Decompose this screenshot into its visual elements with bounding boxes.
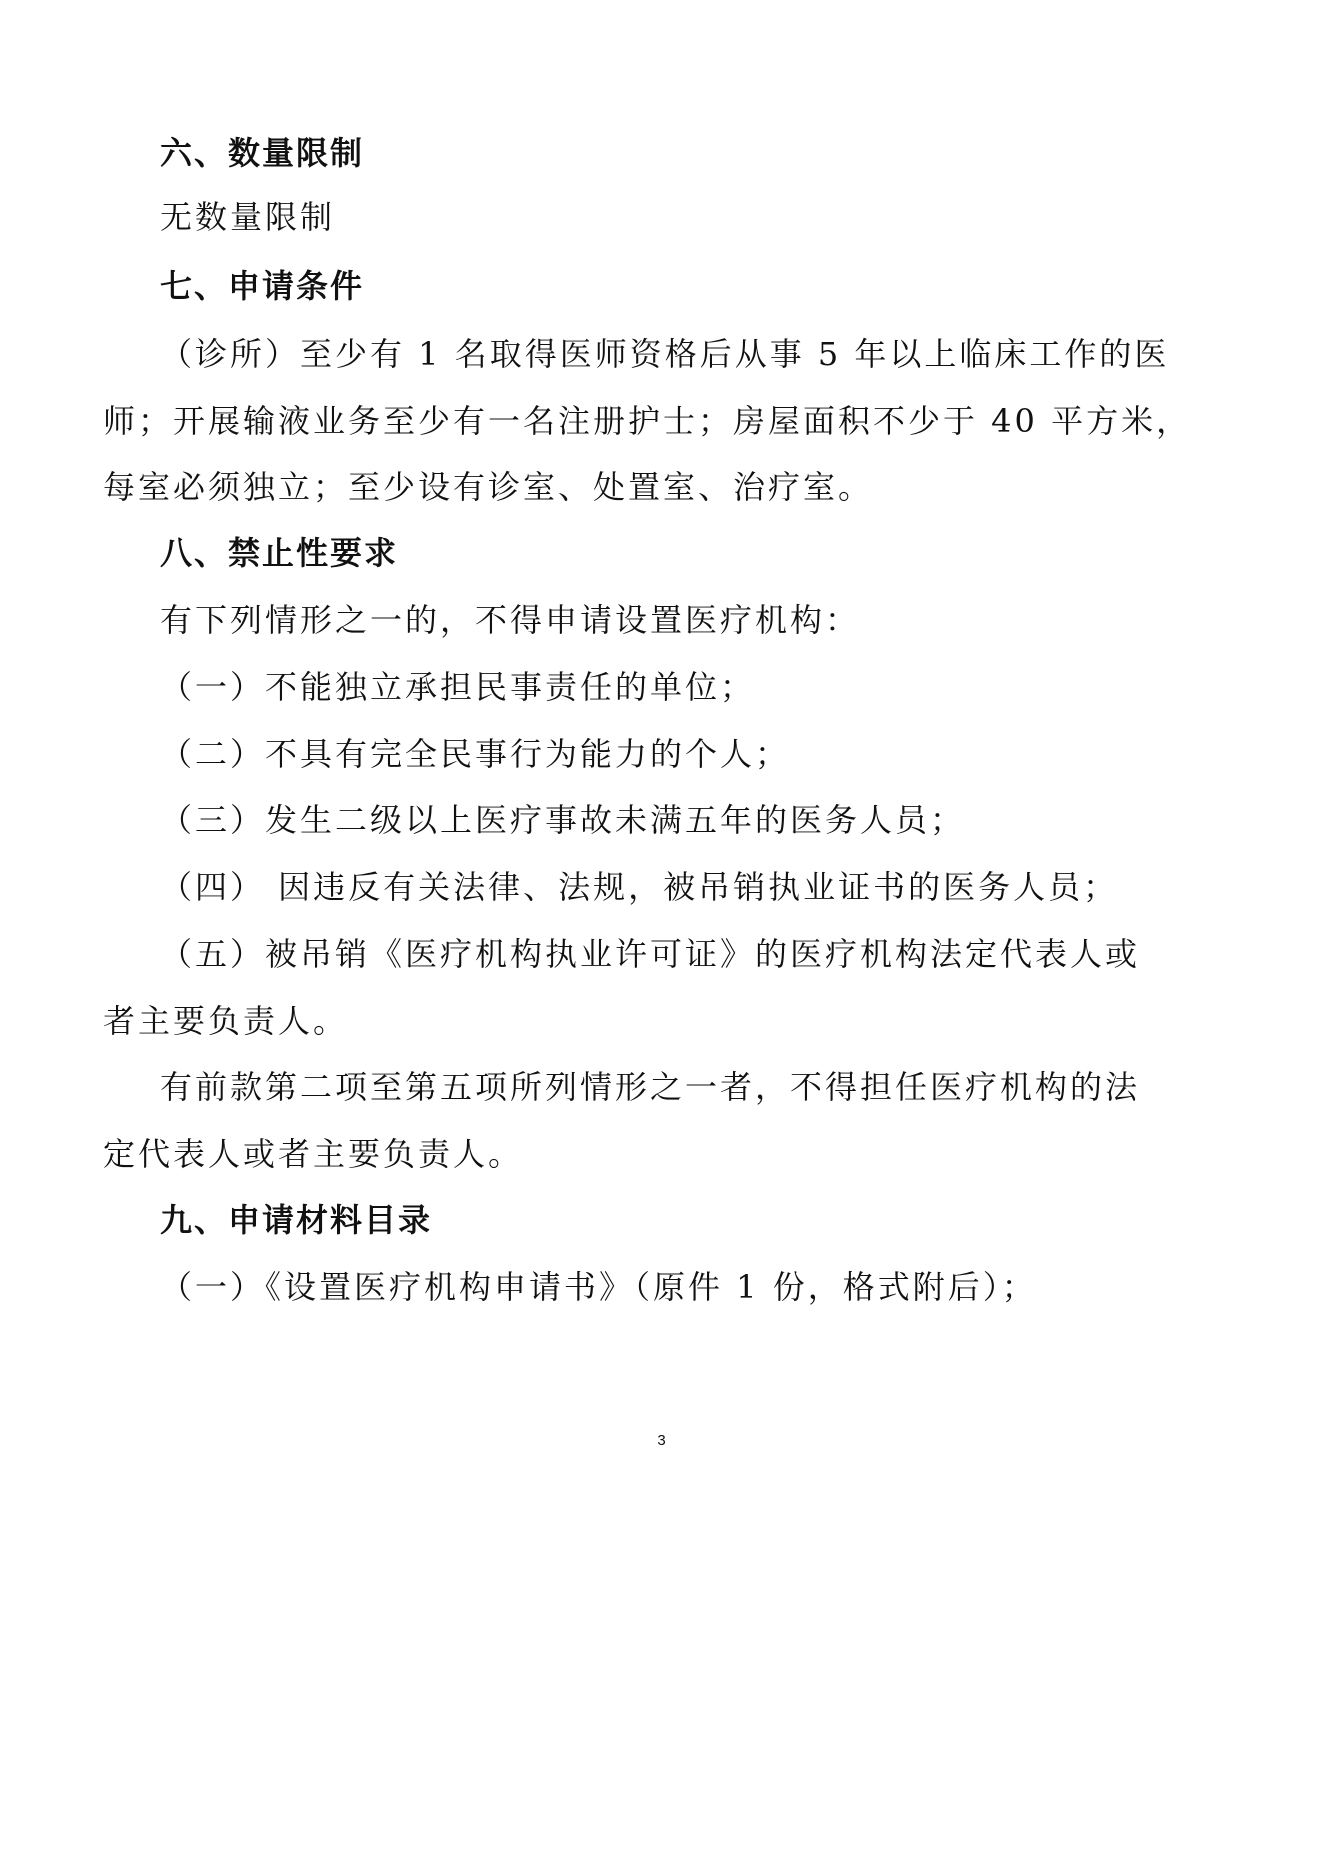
section-nine-heading: 九、申请材料目录 xyxy=(160,1201,433,1239)
section-eight-item-2: （二）不具有完全民事行为能力的个人； xyxy=(160,735,791,773)
section-seven-line-3: 每室必须独立；至少设有诊室、处置室、治疗室。 xyxy=(103,468,874,506)
section-eight-item-1: （一）不能独立承担民事责任的单位； xyxy=(160,668,756,706)
section-eight-note-line-2: 定代表人或者主要负责人。 xyxy=(103,1135,524,1173)
page-number: 3 xyxy=(657,1432,666,1449)
section-eight-item-5-cont: 者主要负责人。 xyxy=(103,1002,349,1040)
section-eight-intro: 有下列情形之一的，不得申请设置医疗机构： xyxy=(160,601,861,639)
section-eight-heading: 八、禁止性要求 xyxy=(160,534,399,572)
section-seven-heading: 七、申请条件 xyxy=(160,267,365,305)
section-six-heading: 六、数量限制 xyxy=(160,134,365,172)
section-seven-line-1: （诊所）至少有 1 名取得医师资格后从事 5 年以上临床工作的医 xyxy=(160,335,1170,373)
section-eight-item-5: （五）被吊销《医疗机构执业许可证》的医疗机构法定代表人或 xyxy=(160,935,1141,973)
section-eight-note-line-1: 有前款第二项至第五项所列情形之一者，不得担任医疗机构的法 xyxy=(160,1068,1141,1106)
section-seven-line-2: 师；开展输液业务至少有一名注册护士；房屋面积不少于 40 平方米， xyxy=(103,402,1192,440)
section-eight-item-3: （三）发生二级以上医疗事故未满五年的医务人员； xyxy=(160,801,966,839)
section-six-body: 无数量限制 xyxy=(160,198,336,236)
section-nine-item-1: （一）《设置医疗机构申请书》（原件 1 份，格式附后）； xyxy=(160,1268,1037,1306)
section-eight-item-4: （四） 因违反有关法律、法规，被吊销执业证书的医务人员； xyxy=(160,868,1119,906)
